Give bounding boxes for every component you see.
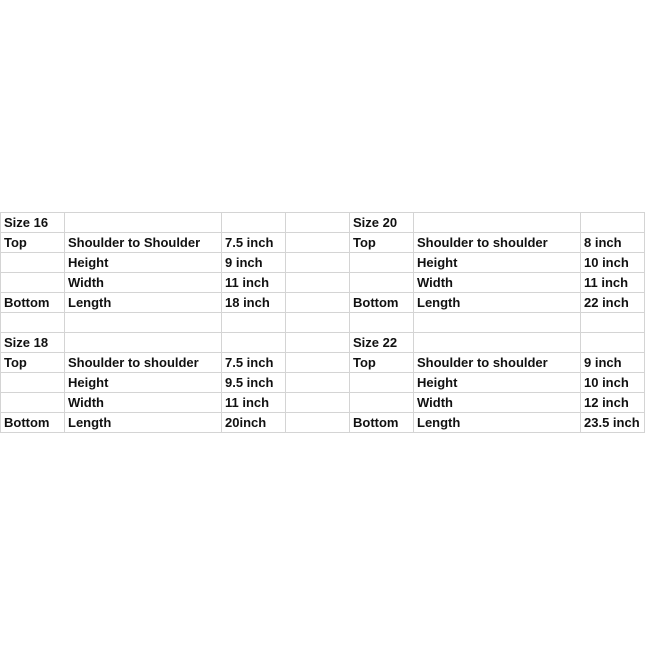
table-cell[interactable]: Size 20	[350, 213, 414, 233]
table-cell[interactable]: Width	[65, 273, 222, 293]
table-cell[interactable]	[286, 233, 350, 253]
table-cell[interactable]: 9 inch	[222, 253, 286, 273]
table-cell[interactable]	[1, 253, 65, 273]
table-cell[interactable]	[286, 273, 350, 293]
table-cell[interactable]: 12 inch	[581, 393, 645, 413]
table-cell[interactable]: 11 inch	[222, 273, 286, 293]
table-cell[interactable]: Top	[350, 233, 414, 253]
table-cell[interactable]: Top	[1, 353, 65, 373]
table-cell[interactable]	[286, 413, 350, 433]
table-cell[interactable]	[222, 333, 286, 353]
table-row	[1, 213, 645, 233]
table-row	[1, 313, 645, 333]
table-cell[interactable]: Height	[414, 373, 581, 393]
table-cell[interactable]	[350, 393, 414, 413]
table-row	[1, 293, 645, 313]
table-cell[interactable]	[286, 313, 350, 333]
table-cell[interactable]	[286, 373, 350, 393]
table-cell[interactable]: 9 inch	[581, 353, 645, 373]
table-cell[interactable]	[65, 333, 222, 353]
table-cell[interactable]	[286, 393, 350, 413]
table-cell[interactable]	[350, 373, 414, 393]
table-row	[1, 333, 645, 353]
table-cell[interactable]: 22 inch	[581, 293, 645, 313]
table-cell[interactable]: 20inch	[222, 413, 286, 433]
table-cell[interactable]: Top	[1, 233, 65, 253]
table-cell[interactable]: Size 18	[1, 333, 65, 353]
table-cell[interactable]: Height	[414, 253, 581, 273]
table-cell[interactable]: Length	[65, 413, 222, 433]
table-cell[interactable]: Bottom	[350, 413, 414, 433]
table-cell[interactable]: 7.5 inch	[222, 233, 286, 253]
table-cell[interactable]: Bottom	[350, 293, 414, 313]
table-row	[1, 393, 645, 413]
table-cell[interactable]: Size 16	[1, 213, 65, 233]
size-chart-table	[0, 212, 645, 433]
table-cell[interactable]: 7.5 inch	[222, 353, 286, 373]
table-cell[interactable]	[1, 393, 65, 413]
table-cell[interactable]	[286, 293, 350, 313]
table-cell[interactable]: Top	[350, 353, 414, 373]
table-row	[1, 373, 645, 393]
table-cell[interactable]	[286, 333, 350, 353]
table-cell[interactable]: Length	[65, 293, 222, 313]
table-cell[interactable]: 10 inch	[581, 373, 645, 393]
table-cell[interactable]: Length	[414, 413, 581, 433]
table-cell[interactable]	[414, 313, 581, 333]
table-cell[interactable]: Shoulder to shoulder	[65, 353, 222, 373]
table-cell[interactable]	[65, 313, 222, 333]
table-cell[interactable]: Shoulder to shoulder	[414, 233, 581, 253]
table-cell[interactable]: 23.5 inch	[581, 413, 645, 433]
table-row	[1, 273, 645, 293]
table-row	[1, 233, 645, 253]
table-cell[interactable]	[286, 253, 350, 273]
table-cell[interactable]: Shoulder to Shoulder	[65, 233, 222, 253]
table-cell[interactable]: 18 inch	[222, 293, 286, 313]
table-cell[interactable]	[1, 373, 65, 393]
table-cell[interactable]: Bottom	[1, 413, 65, 433]
table-cell[interactable]	[581, 213, 645, 233]
table-cell[interactable]	[65, 213, 222, 233]
table-cell[interactable]	[581, 313, 645, 333]
table-cell[interactable]	[1, 313, 65, 333]
table-cell[interactable]	[350, 253, 414, 273]
table-cell[interactable]: Width	[414, 393, 581, 413]
table-cell[interactable]: 11 inch	[581, 273, 645, 293]
table-cell[interactable]: 10 inch	[581, 253, 645, 273]
table-cell[interactable]: Height	[65, 373, 222, 393]
table-cell[interactable]: Bottom	[1, 293, 65, 313]
table-cell[interactable]: Size 22	[350, 333, 414, 353]
table-cell[interactable]	[350, 273, 414, 293]
table-cell[interactable]: 9.5 inch	[222, 373, 286, 393]
table-cell[interactable]: Width	[65, 393, 222, 413]
table-cell[interactable]: 11 inch	[222, 393, 286, 413]
table-cell[interactable]: Length	[414, 293, 581, 313]
table-row	[1, 253, 645, 273]
table-cell[interactable]	[414, 333, 581, 353]
table-cell[interactable]	[286, 353, 350, 373]
table-row	[1, 353, 645, 373]
table-cell[interactable]	[286, 213, 350, 233]
table-cell[interactable]	[581, 333, 645, 353]
table-cell[interactable]: Shoulder to shoulder	[414, 353, 581, 373]
table-cell[interactable]	[414, 213, 581, 233]
table-cell[interactable]	[1, 273, 65, 293]
table-cell[interactable]: Width	[414, 273, 581, 293]
table-row	[1, 413, 645, 433]
table-cell[interactable]	[350, 313, 414, 333]
table-cell[interactable]: 8 inch	[581, 233, 645, 253]
table-cell[interactable]	[222, 213, 286, 233]
table-cell[interactable]	[222, 313, 286, 333]
table-cell[interactable]: Height	[65, 253, 222, 273]
